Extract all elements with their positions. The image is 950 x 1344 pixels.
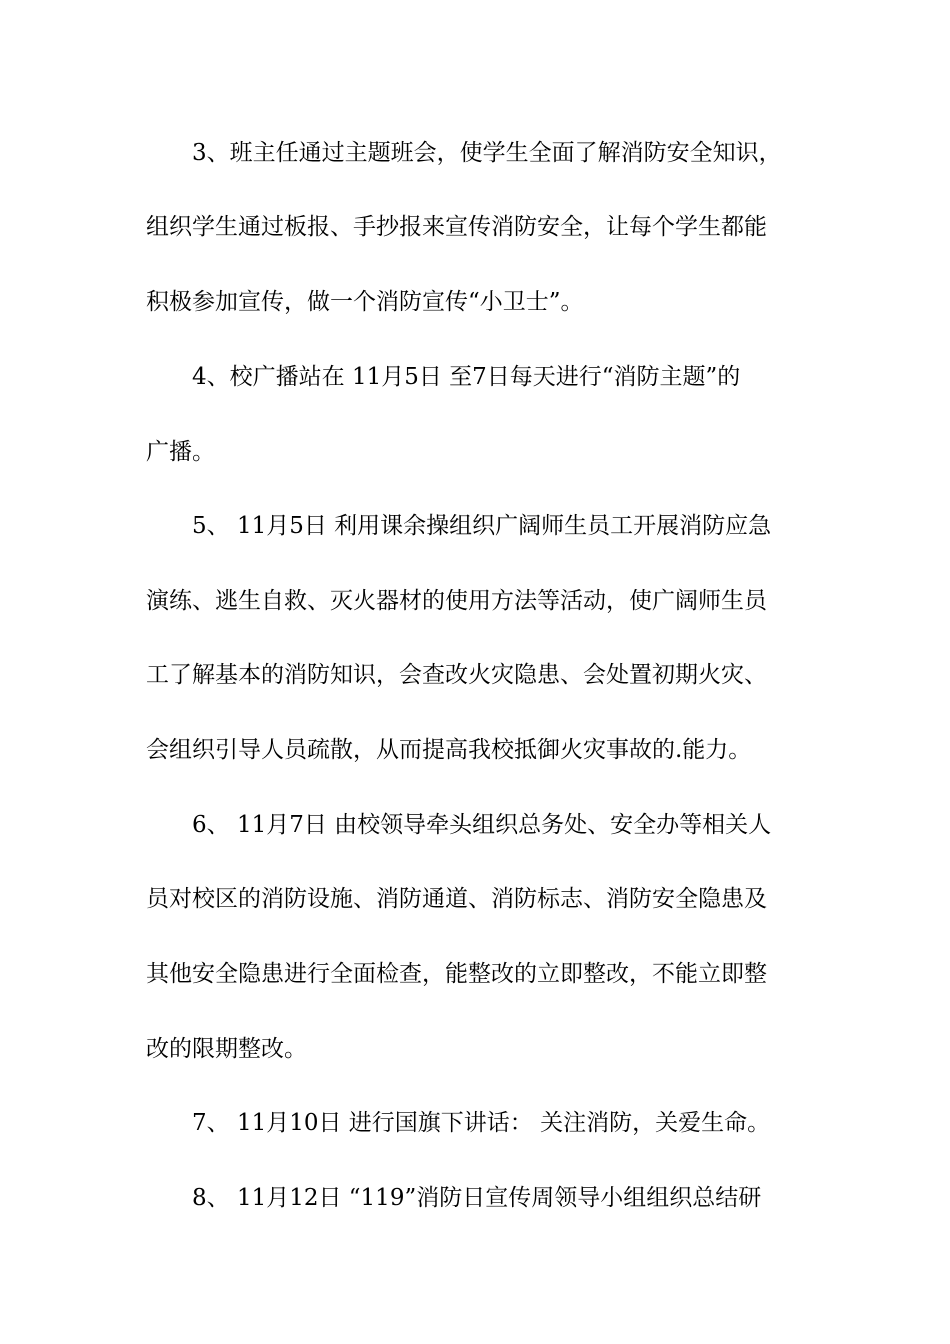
paragraph-6-line-3: 其他安全隐患进行全面检查，能整改的立即整改，不能立即整 xyxy=(146,961,767,987)
paragraph-5-line-1: 5、 11月5日 利用课余操组织广阔师生员工开展消防应急 xyxy=(192,513,772,539)
paragraph-5-line-3: 工了解基本的消防知识，会查改火灾隐患、会处置初期火灾、 xyxy=(146,662,767,688)
paragraph-3-line-2: 组织学生通过板报、手抄报来宣传消防安全，让每个学生都能 xyxy=(146,214,767,240)
paragraph-6-line-1: 6、 11月7日 由校领导牵头组织总务处、安全办等相关人 xyxy=(192,812,772,838)
paragraph-6-line-2: 员对校区的消防设施、消防通道、消防标志、消防安全隐患及 xyxy=(146,886,767,912)
paragraph-6-line-4: 改的限期整改。 xyxy=(146,1036,307,1062)
paragraph-8-line-1: 8、 11月12日 “119”消防日宣传周领导小组组织总结研 xyxy=(192,1185,762,1211)
paragraph-7-line-1: 7、 11月10日 进行国旗下讲话： 关注消防，关爱生命。 xyxy=(192,1110,771,1136)
paragraph-4-line-1: 4、校广播站在 11月5日 至7日每天进行“消防主题”的 xyxy=(192,364,741,390)
paragraph-5-line-4: 会组织引导人员疏散，从而提高我校抵御火灾事故的.能力。 xyxy=(146,737,752,763)
paragraph-5-line-2: 演练、逃生自救、灭火器材的使用方法等活动，使广阔师生员 xyxy=(146,588,767,614)
paragraph-3-line-1: 3、班主任通过主题班会，使学生全面了解消防安全知识， xyxy=(192,140,782,166)
paragraph-4-line-2: 广播。 xyxy=(146,439,215,465)
paragraph-3-line-3: 积极参加宣传，做一个消防宣传“小卫士”。 xyxy=(146,289,584,315)
